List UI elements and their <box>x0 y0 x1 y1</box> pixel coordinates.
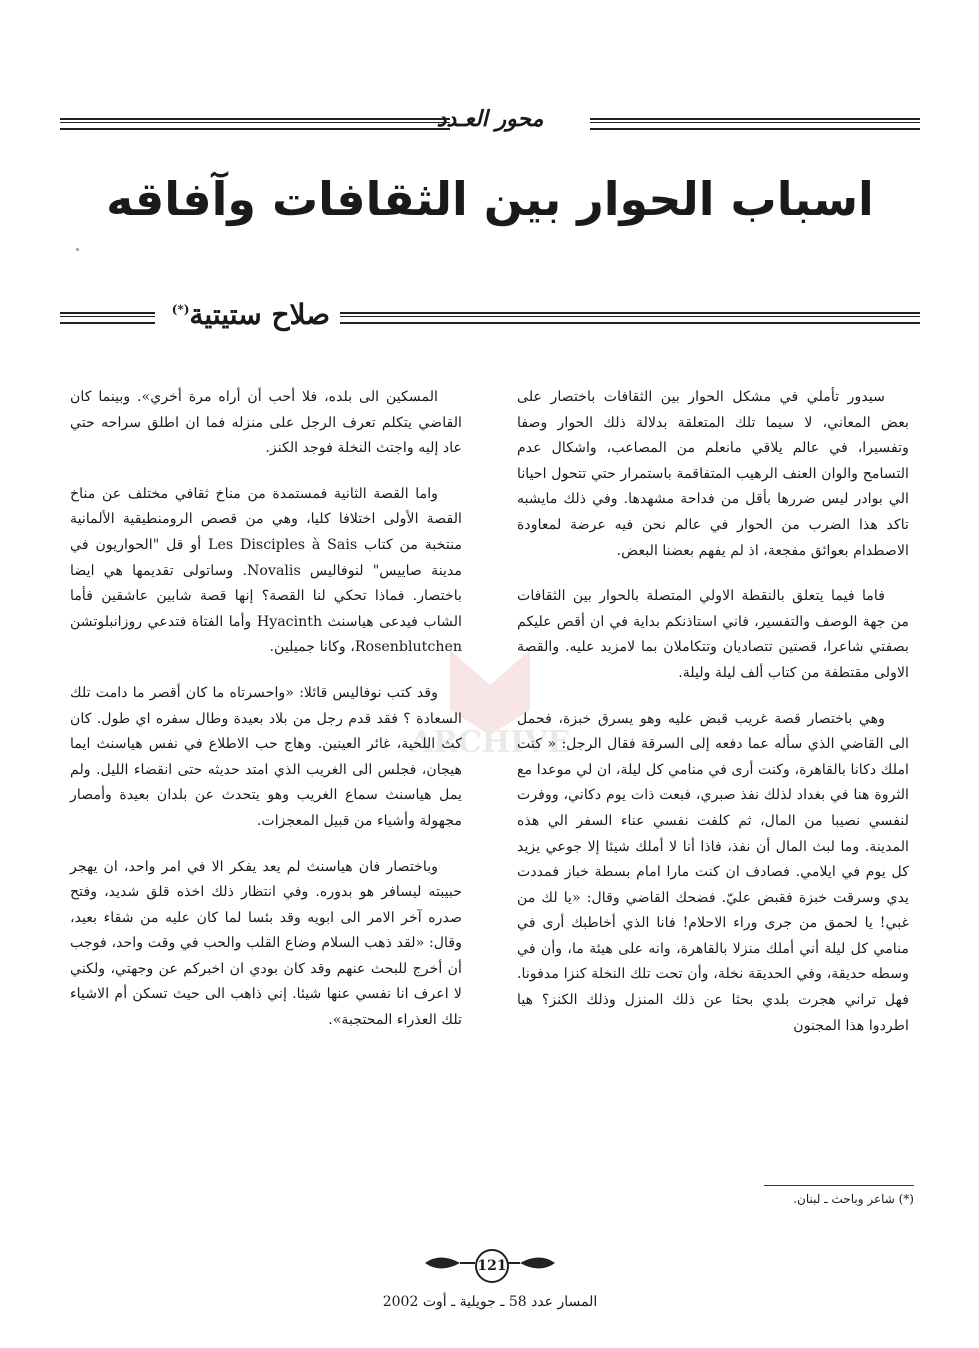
issue-info: المسار عدد 58 ـ جويلية ـ أوت 2002 <box>382 1294 598 1310</box>
paragraph: المسكين الى بلده، فلا أحب أن أراه مرة أخري». وبينما كان القاضي يتكلم تعرف الرجل على منزله فما ان اطلق سراحه حتي عاد إليه واجتث النخلة فوجد الكنز. <box>70 389 462 457</box>
section-header <box>60 106 920 136</box>
paragraph: سيدور تأملي في مشكل الحوار بين الثقافات باختصار على بعض المعاني، لا سيما تلك المتعلقة بدلالة ذلك الحوار وصفا وتفسيرا، في عالم يلاقي مانعلم من المصاعب، واشكال عدم التسامح والوان العنف الرهيب المتفاقمة باستمرار حتي تتحول احيانا الي بوادر ليس ضررها بأقل من فداحة مشهدها. وفي ذلك مايشبه تاكد هذا الضرب من الحوار في عالم نحن فيه عرضة لمعاودة الاصطدام بعوائق مفجعة، اذ لم يفهم بعضنا البعض. <box>517 389 909 559</box>
speck <box>76 248 79 251</box>
footnote: (*) شاعر وباحث ـ لبنان. <box>793 1192 914 1206</box>
author-name-text: صلاح ستيتية <box>189 298 330 331</box>
page-number: 121 <box>475 1249 509 1283</box>
paragraph: واما القصة الثانية فمستمدة من مناخ ثقافي مختلف عن مناخ القصة الأولى اختلافا كليا، وهي من قصص الرومنطيقية الألمانية منتخبة من كتاب Les Disciples à Sais أو قل "الحواريون في مدينة صاييس" لنوفاليس Novalis. وساتولى تقديمها هي ايضا باختصار. فماذا تحكي لنا القصة؟ إنها قصة شابين عاشقين فأما الشاب فيدعى هياسنث Hyacinth وأما الفتاة فتدعي روزانبلوتشن Rosenblutchen، وكانا جميلين. <box>70 485 463 656</box>
author-rule-left <box>60 312 155 324</box>
left-column <box>70 385 462 1054</box>
svg-text:ARCHIVE: ARCHIVE <box>409 725 571 760</box>
paragraph: وقد كتب نوفاليس قائلا: «واحسرتاه ما كان أقصر ما دامت تلك السعادة ؟ فقد قدم رجل من بلاد بعيدة وطال سفره اي طول. كان كث اللحية، غائر العينين. وهاج حب الاطلاع في نفس هياسنث ايما هيجان، فجلس الى الغريب الذي امتد حديثه حتى انقضاء الليل. ولم يمل هياسنث سماع الغريب وهو يتحدث عن بلدان بعيدة وأمصار مجهولة وأشياء من قبيل المعجزات. <box>70 684 462 829</box>
author-name <box>172 298 330 331</box>
section-label: محور العـدد <box>436 106 544 132</box>
paragraph: وهي باختصار قصة غريب قبض عليه وهو يسرق خبزة، فحمل الى القاضي الذي سأله عما دفعه إلى السرقة فقال الرجل: « كنت املك دكانا بالقاهرة، وكنت أرى في منامي كل ليلة، ان لي موعدا مع الثروة هنا في بغداد لذلك نفذ صبري، فبعت ذات يوم دكاني، ووفرت لنفسي نصيبا من المال، ثم كلفت نفسي عناء السفر الي هذه المدينة. وما لبث المال أن نفذ، فاذا أنا لا أملك شيئا إلا جوعي يزيد كل يوم في ايلامي. فصادف ان كنت مارا امام بسطة خباز فمددت يدي وسرقت خبزة فقبض عليّ. فضحك القاضي وقال: «يا لك من غبي! يا لحمق من جرى وراء الاحلام! فانا الذي أخاطبك أرى في منامي كل ليلة أني أملك منزلا بالقاهرة، وانه على هيئة ما، وأن في وسطه حديقة، وفي الحديقة نخلة، وأن تحت تلك النخلة كنزا مدفونا. فهل تراني هجرت بلدي بحثا عن ذلك المنزل وذلك الكنز؟ هيا اطردوا هذا المجنون <box>517 710 909 1034</box>
paragraph: فاما فيما يتعلق بالنقطة الاولي المتصلة بالحوار بين الثقافات من جهة الوصف والتفسير، فاني استاذنكم بداية في ان أقص عليكم بصفتي شاعرا، قصتين تتصاديان وتتكاملان بما لامزيد عليه. والقصة الاولى مقتطفة من كتاب ألف ليلة وليلة. <box>517 588 909 681</box>
author-row <box>60 300 920 334</box>
footnote-rule <box>764 1185 914 1186</box>
article-title: اسباب الحوار بين الثقافات وآفاقه <box>106 172 874 226</box>
paragraph: وباختصار فان هياسنث لم يعد يفكر الا في امر واحد، ان يهجر حبيبته ليسافر هو بدوره. وفي انتظار ذلك اخذه قلق شديد، وفتح صدره آخر الامر الى ابويه وقد بئسا لما كان عليه من شقاء بعيد، وقال: «لقد ذهب السلام وضاع القلب والحب في وقت واحد، فوجب أن أخرج للبحث عنهم وقد كان بودي ان اخبركم عن وجهتي، ولكني لا اعرف انا نفسي عنها شيئا. إني ذاهب الى حيث تسكن أم الاشياء تلك العذراء المحتجبة». <box>70 858 462 1029</box>
right-column <box>517 385 909 1059</box>
author-footnote-mark: (*) <box>171 302 190 317</box>
author-rule-right <box>340 312 920 324</box>
